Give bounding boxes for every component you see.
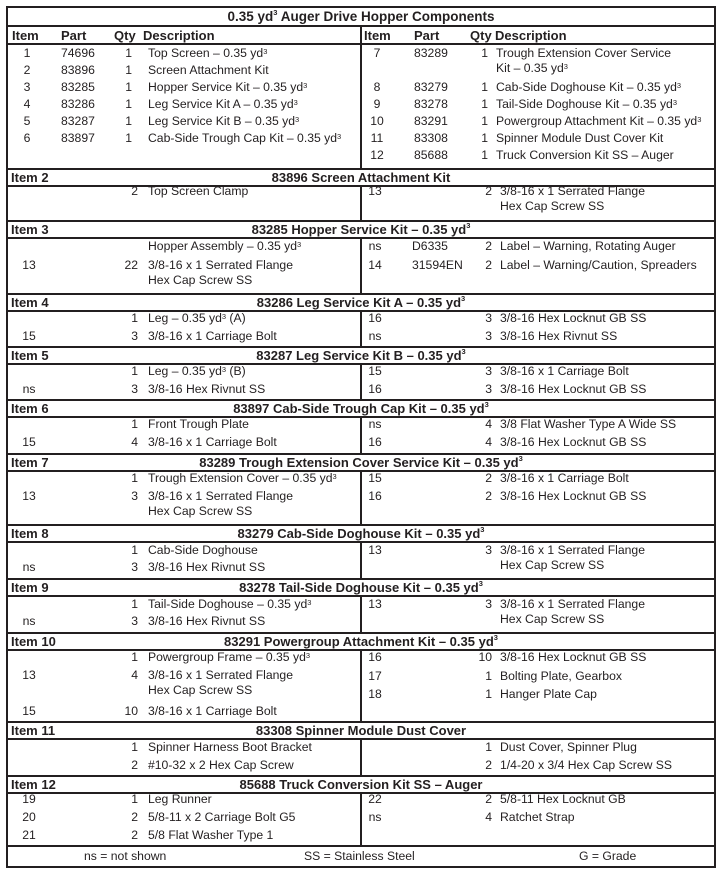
summary-right-row-qty: 1 [481, 46, 488, 60]
section-right-row-qty: 2 [485, 489, 492, 503]
summary-left-row-qty: 1 [125, 114, 132, 128]
summary-right-row-description: Powergroup Attachment Kit – 0.35 $yd^3$ [496, 114, 702, 128]
section-right-row-description-cont: Hex Cap Screw SS [500, 198, 605, 213]
section-right-row-item: 14 [368, 258, 382, 272]
section-left-row-description: 5/8-11 x 2 Carriage Bolt G5 [148, 810, 296, 824]
column-divider [360, 472, 362, 524]
summary-left-row-part: 83287 [61, 114, 95, 128]
section-left-row-description: Top Screen Clamp [148, 184, 249, 198]
summary-right-row-qty: 1 [481, 148, 488, 162]
summary-left-row-item: 6 [23, 131, 31, 145]
summary-right-row-part: 83289 [414, 46, 448, 60]
summary-right-row-item: 11 [370, 131, 384, 145]
column-divider [360, 740, 362, 775]
section-left-row-qty: 2 [131, 828, 138, 842]
column-divider [360, 794, 362, 845]
section-right-row-item: 18 [368, 687, 382, 701]
summary-right-row-qty: 1 [481, 114, 488, 128]
section-right-row-description: 3/8-16 Hex Locknut GB SS [500, 311, 647, 325]
section-right-row-description: Label – Warning/Caution, Spreaders [500, 258, 697, 272]
section-left-row-qty: 1 [131, 471, 138, 485]
section-right-row-description: 3/8-16 x 1 Serrated Flange [500, 597, 645, 611]
summary-left-row-description: Leg Service Kit B – 0.35 $yd^3$ [148, 114, 300, 128]
section-left-row-description: Front Trough Plate [148, 417, 249, 431]
section-right-row-qty: 2 [485, 471, 492, 485]
section-left-row-description: Trough Extension Cover – 0.35 $yd^3$ [148, 471, 337, 485]
section-left-row-description: Hopper Assembly – 0.35 $yd^3$ [148, 239, 302, 253]
section-right-row-qty: 3 [485, 543, 492, 557]
column-divider [360, 239, 362, 293]
section-left-row-item: 13 [22, 258, 36, 272]
section-left-row-description: 3/8-16 x 1 Carriage Bolt [148, 329, 277, 343]
section-right-row-qty: 3 [485, 364, 492, 378]
column-header-description: Description [495, 28, 567, 43]
summary-left-row-part: 83897 [61, 131, 95, 145]
section-right-row-qty: 3 [485, 311, 492, 325]
section-left-row-item: 21 [22, 828, 36, 842]
summary-left-row-item: 4 [23, 97, 31, 111]
section-left-row-description: Spinner Harness Boot Bracket [148, 740, 312, 754]
section-left-row-qty: 3 [131, 382, 138, 396]
section-left-row-description: 3/8-16 x 1 Carriage Bolt [148, 704, 277, 718]
summary-left-row-item: 2 [23, 63, 31, 77]
section-right-row-qty: 1 [485, 669, 492, 683]
section-right-row-item: ns [368, 329, 382, 343]
section-left-row-item: ns [22, 614, 36, 628]
section-item-label: Item 10 [11, 634, 56, 649]
summary-right-row-qty: 1 [481, 131, 488, 145]
section-right-row-description: Bolting Plate, Gearbox [500, 669, 622, 683]
section-left-row-item: 20 [22, 810, 36, 824]
section-left-row-qty: 1 [131, 311, 138, 325]
section-left-row-item: ns [22, 560, 36, 574]
summary-right-row-part: 83279 [414, 80, 448, 94]
column-divider [360, 651, 362, 721]
section-right-row-description: 3/8-16 Hex Locknut GB SS [500, 489, 647, 503]
section-right-row-item: 16 [368, 650, 382, 664]
summary-right-row-part: 83291 [414, 114, 448, 128]
section-heading: 83279 Cab-Side Doghouse Kit – 0.35 $yd^3$ [237, 525, 485, 541]
section-left-row-description: Tail-Side Doghouse – 0.35 $yd^3$ [148, 597, 312, 611]
section-left-row-qty: 3 [131, 489, 138, 503]
summary-left-row-item: 5 [23, 114, 31, 128]
section-right-row-qty: 2 [485, 792, 492, 806]
section-right-row-item: ns [368, 810, 382, 824]
section-right-row-part: D6335 [412, 239, 448, 253]
section-left-row-qty: 3 [131, 560, 138, 574]
section-heading: 83278 Tail-Side Doghouse Kit – 0.35 $yd^3$ [239, 579, 483, 595]
section-right-row-item: 22 [368, 792, 382, 806]
section-right-row-item: 15 [368, 364, 382, 378]
section-right-row-description-cont: Hex Cap Screw SS [500, 611, 605, 626]
column-header-item: Item [12, 28, 39, 43]
section-left-row-qty: 4 [131, 435, 138, 449]
section-left-row-item: 13 [22, 489, 36, 503]
section-left-row-description: Leg – 0.35 $yd^3$ (A) [148, 311, 246, 325]
section-item-label: Item 8 [11, 526, 49, 541]
summary-left-row-description: Hopper Service Kit – 0.35 $yd^3$ [148, 80, 308, 94]
summary-left-row-qty: 1 [125, 80, 132, 94]
section-right-row-qty: 4 [485, 417, 492, 431]
section-left-row-item: 19 [22, 792, 36, 806]
summary-left-row-qty: 1 [125, 131, 132, 145]
section-item-label: Item 11 [11, 723, 56, 738]
section-right-row-qty: 2 [485, 758, 492, 772]
summary-right-row-item: 12 [370, 148, 384, 162]
column-divider [360, 365, 362, 399]
section-right-row-item: 16 [368, 435, 382, 449]
summary-right-row-description: Tail-Side Doghouse Kit – 0.35 $yd^3$ [496, 97, 677, 111]
section-right-row-qty: 3 [485, 329, 492, 343]
column-divider [360, 312, 362, 346]
section-left-row-qty: 10 [124, 704, 138, 718]
section-right-row-qty: 4 [485, 810, 492, 824]
section-left-row-qty: 1 [131, 543, 138, 557]
section-heading: 83286 Leg Service Kit A – 0.35 $yd^3$ [256, 294, 466, 310]
section-right-row-description: 5/8-11 Hex Locknut GB [500, 792, 626, 806]
section-heading: 83285 Hopper Service Kit – 0.35 $yd^3$ [251, 221, 471, 237]
section-left-row-qty: 1 [131, 364, 138, 378]
section-right-row-item: 17 [368, 669, 382, 683]
section-right-row-item: 16 [368, 382, 382, 396]
section-heading: 85688 Truck Conversion Kit SS – Auger [239, 777, 483, 792]
section-item-label: Item 5 [11, 348, 49, 363]
section-right-row-item: 13 [368, 543, 382, 557]
section-item-label: Item 9 [11, 580, 49, 595]
summary-right-row-description: Cab-Side Doghouse Kit – 0.35 $yd^3$ [496, 80, 682, 94]
column-divider [360, 543, 362, 578]
section-left-row-item: 13 [22, 668, 36, 682]
column-header-qty: Qty [114, 28, 136, 43]
section-right-row-item: 16 [368, 311, 382, 325]
section-item-label: Item 3 [11, 222, 49, 237]
section-right-row-description: 3/8 Flat Washer Type A Wide SS [500, 417, 677, 431]
section-right-row-item: ns [368, 239, 382, 253]
summary-left-row-item: 1 [23, 46, 31, 60]
section-left-row-description: 3/8-16 x 1 Serrated Flange [148, 489, 293, 503]
section-left-row-description: 3/8-16 x 1 Serrated Flange [148, 668, 293, 682]
section-item-label: Item 4 [11, 295, 49, 310]
column-divider [360, 187, 362, 220]
section-left-row-qty: 1 [131, 650, 138, 664]
summary-right-row-description-cont: Kit – 0.35 $yd^3$ [496, 60, 568, 75]
section-left-row-item: 15 [22, 329, 36, 343]
column-header-item: Item [364, 28, 391, 43]
column-divider [360, 418, 362, 453]
section-left-row-qty: 1 [131, 792, 138, 806]
section-right-row-item: ns [368, 417, 382, 431]
summary-left-row-qty: 1 [125, 46, 132, 60]
summary-left-row-description: Screen Attachment Kit [148, 63, 269, 77]
section-left-row-description-cont: Hex Cap Screw SS [148, 272, 253, 287]
summary-left-row-part: 83286 [61, 97, 95, 111]
section-left-row-qty: 1 [131, 597, 138, 611]
summary-left-row-part: 83896 [61, 63, 95, 77]
section-left-row-description: 3/8-16 x 1 Carriage Bolt [148, 435, 277, 449]
section-right-row-description: 1/4-20 x 3/4 Hex Cap Screw SS [500, 758, 673, 772]
section-right-row-qty: 2 [485, 184, 492, 198]
section-left-row-description: Powergroup Frame – 0.35 $yd^3$ [148, 650, 311, 664]
summary-right-row-item: 10 [370, 114, 384, 128]
legend-stainless-steel: SS = Stainless Steel [304, 849, 415, 863]
section-item-label: Item 12 [11, 777, 56, 792]
section-right-row-qty: 2 [485, 258, 492, 272]
column-header-part: Part [414, 28, 440, 43]
section-right-row-description: 3/8-16 x 1 Carriage Bolt [500, 364, 629, 378]
section-heading: 83308 Spinner Module Dust Cover [255, 723, 467, 738]
section-right-row-part: 31594EN [412, 258, 463, 272]
section-right-row-description: Dust Cover, Spinner Plug [500, 740, 637, 754]
section-left-row-item: ns [22, 382, 36, 396]
summary-left-row-qty: 1 [125, 97, 132, 111]
section-right-row-item: 13 [368, 184, 382, 198]
summary-right-row-part: 83308 [414, 131, 448, 145]
column-divider [360, 597, 362, 632]
section-right-row-qty: 4 [485, 435, 492, 449]
section-right-row-qty: 2 [485, 239, 492, 253]
section-left-row-qty: 3 [131, 329, 138, 343]
section-left-row-description: 3/8-16 Hex Rivnut SS [148, 614, 266, 628]
summary-right-row-description: Truck Conversion Kit SS – Auger [496, 148, 674, 162]
section-right-row-description: 3/8-16 x 1 Serrated Flange [500, 184, 645, 198]
section-right-row-item: 15 [368, 471, 382, 485]
section-heading: 83897 Cab-Side Trough Cap Kit – 0.35 $yd^3$ [233, 400, 489, 416]
summary-right-row-item: 9 [373, 97, 381, 111]
section-right-row-description: 3/8-16 x 1 Serrated Flange [500, 543, 645, 557]
section-left-row-qty: 3 [131, 614, 138, 628]
section-right-row-item: 16 [368, 489, 382, 503]
section-left-row-qty: 2 [131, 810, 138, 824]
section-heading: 83289 Trough Extension Cover Service Kit – 0.35 $yd^3$ [199, 454, 523, 470]
section-left-row-description: Cab-Side Doghouse [148, 543, 258, 557]
section-right-row-qty: 3 [485, 382, 492, 396]
summary-left-row-item: 3 [23, 80, 31, 94]
summary-right-row-qty: 1 [481, 80, 488, 94]
section-left-row-qty: 1 [131, 740, 138, 754]
section-right-row-description: Label – Warning, Rotating Auger [500, 239, 676, 253]
summary-right-row-description: Spinner Module Dust Cover Kit [496, 131, 664, 145]
column-divider [360, 27, 362, 169]
summary-right-row-item: 8 [373, 80, 381, 94]
column-header-part: Part [61, 28, 87, 43]
section-left-row-description: 3/8-16 x 1 Serrated Flange [148, 258, 293, 272]
section-right-row-qty: 1 [485, 740, 492, 754]
section-left-row-qty: 4 [131, 668, 138, 682]
summary-left-row-part: 74696 [61, 46, 95, 60]
section-heading: 83291 Powergroup Attachment Kit – 0.35 $yd^3$ [224, 633, 498, 649]
section-item-label: Item 7 [11, 455, 49, 470]
section-left-row-qty: 2 [131, 758, 138, 772]
legend-not-shown: ns = not shown [84, 849, 167, 863]
section-right-row-qty: 3 [485, 597, 492, 611]
parts-table [6, 6, 716, 868]
section-left-row-description: 5/8 Flat Washer Type 1 [148, 828, 274, 842]
summary-left-row-part: 83285 [61, 80, 95, 94]
section-right-row-qty: 10 [478, 650, 492, 664]
section-right-row-description: Hanger Plate Cap [500, 687, 597, 701]
summary-left-row-qty: 1 [125, 63, 132, 77]
section-right-row-description: 3/8-16 Hex Locknut GB SS [500, 382, 647, 396]
summary-right-row-item: 7 [373, 46, 381, 60]
column-header-qty: Qty [470, 28, 492, 43]
page-title: 0.35 $yd^3$ Auger Drive Hopper Components [227, 8, 495, 24]
section-left-row-qty: 2 [131, 184, 138, 198]
summary-left-row-description: Leg Service Kit A – 0.35 $yd^3$ [148, 97, 298, 111]
column-header-description: Description [143, 28, 215, 43]
section-right-row-description: 3/8-16 Hex Locknut GB SS [500, 435, 647, 449]
summary-right-row-qty: 1 [481, 97, 488, 111]
section-right-row-description: Ratchet Strap [500, 810, 575, 824]
summary-left-row-description: Cab-Side Trough Cap Kit – 0.35 $yd^3$ [148, 131, 342, 145]
section-right-row-item: 13 [368, 597, 382, 611]
summary-right-row-part: 85688 [414, 148, 448, 162]
section-item-label: Item 6 [11, 401, 49, 416]
section-heading: 83896 Screen Attachment Kit [271, 170, 451, 185]
legend-grade: G = Grade [579, 849, 637, 863]
section-left-row-qty: 22 [124, 258, 138, 272]
section-item-label: Item 2 [11, 170, 49, 185]
section-left-row-description: 3/8-16 Hex Rivnut SS [148, 382, 266, 396]
section-right-row-description-cont: Hex Cap Screw SS [500, 557, 605, 572]
section-right-row-description: 3/8-16 Hex Rivnut SS [500, 329, 618, 343]
section-left-row-description: 3/8-16 Hex Rivnut SS [148, 560, 266, 574]
section-left-row-item: 15 [22, 435, 36, 449]
section-left-row-item: 15 [22, 704, 36, 718]
section-right-row-description: 3/8-16 Hex Locknut GB SS [500, 650, 647, 664]
summary-right-row-description: Trough Extension Cover Service [496, 46, 671, 60]
section-right-row-qty: 1 [485, 687, 492, 701]
section-right-row-description: 3/8-16 x 1 Carriage Bolt [500, 471, 629, 485]
section-left-row-description-cont: Hex Cap Screw SS [148, 682, 253, 697]
section-left-row-description: Leg – 0.35 $yd^3$ (B) [148, 364, 246, 378]
section-left-row-qty: 1 [131, 417, 138, 431]
section-left-row-description: Leg Runner [148, 792, 212, 806]
legend-divider [8, 845, 714, 847]
section-left-row-description-cont: Hex Cap Screw SS [148, 503, 253, 518]
summary-left-row-description: Top Screen – 0.35 $yd^3$ [148, 46, 268, 60]
section-heading: 83287 Leg Service Kit B – 0.35 $yd^3$ [256, 347, 466, 363]
section-left-row-description: #10-32 x 2 Hex Cap Screw [148, 758, 294, 772]
summary-right-row-part: 83278 [414, 97, 448, 111]
